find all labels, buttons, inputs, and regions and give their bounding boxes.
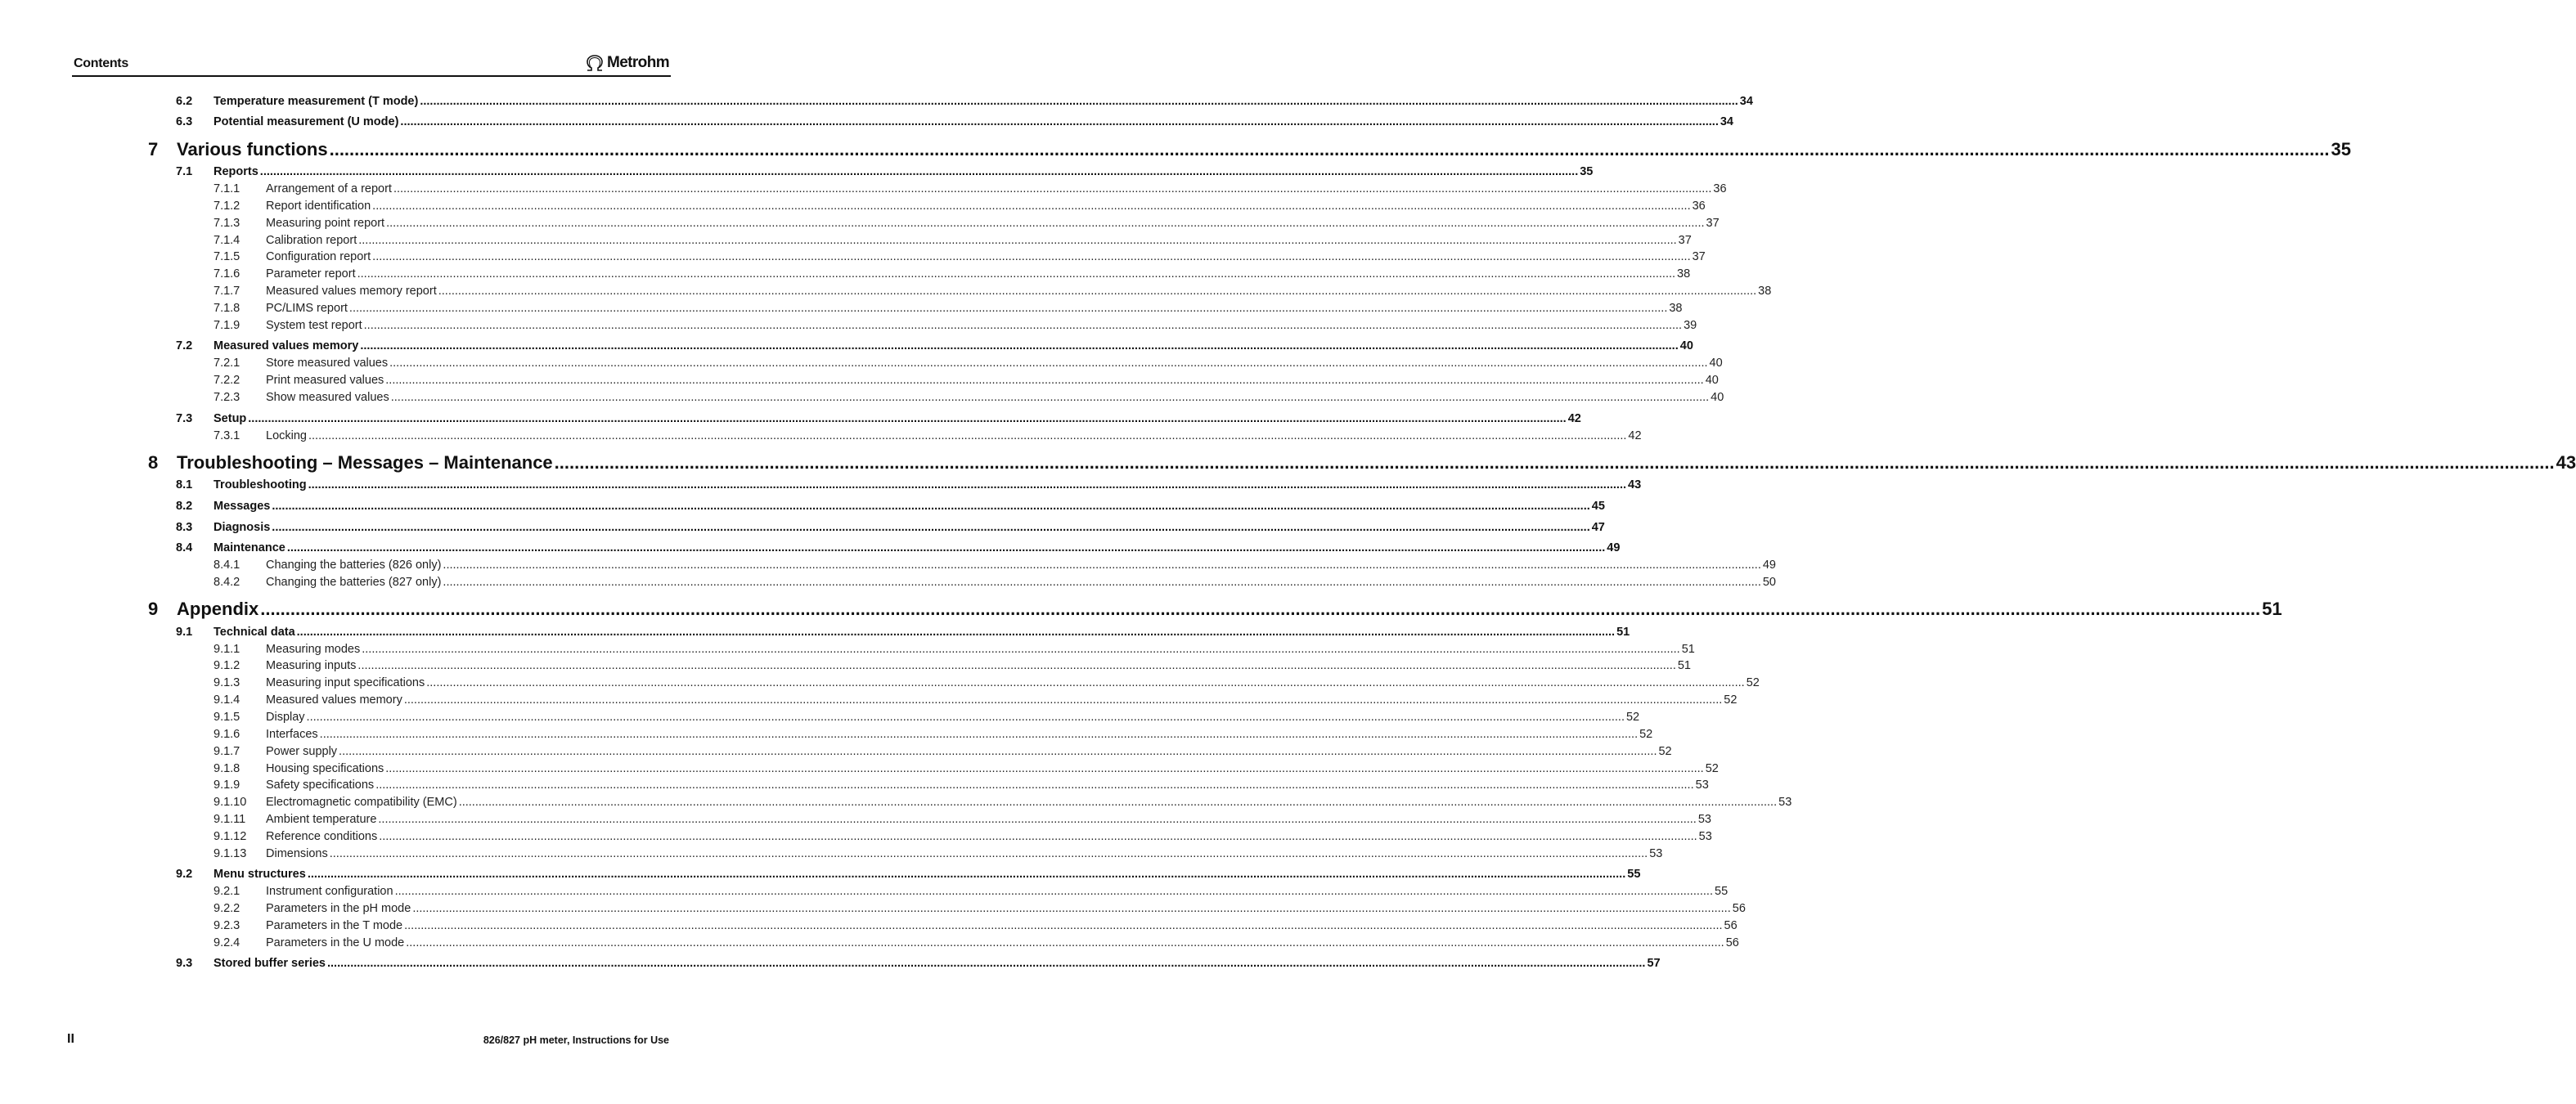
toc-entry-title: Arrangement of a report	[266, 182, 392, 195]
toc-dot-leader: ................................................................................................................................................................................................................................................................................................................................................................................................................	[308, 478, 1627, 491]
toc-entry-number: 7.2.1	[214, 357, 241, 370]
toc-dot-leader: ................................................................................................................................................................................................................................................................................................................................................................................................................	[394, 885, 1713, 898]
toc-dot-leader: ................................................................................................................................................................................................................................................................................................................................................................................................................	[306, 711, 1625, 724]
toc-entry-page: 47	[1591, 521, 1605, 534]
toc-entry-page: 37	[1678, 234, 1692, 247]
toc-dot-leader: ................................................................................................................................................................................................................................................................................................................................................................................................................	[272, 521, 1590, 534]
toc-entry-page: 43	[2556, 452, 2576, 473]
toc-entry-number: 9.1.5	[214, 711, 241, 724]
toc-entry-page: 49	[1762, 559, 1776, 572]
toc-entry-page: 51	[1677, 659, 1691, 672]
toc-entry-number: 9.1.1	[214, 643, 241, 656]
toc-entry-title: Safety specifications	[266, 779, 375, 792]
toc-entry-number: 6.3	[176, 115, 193, 128]
toc-entry-page: 52	[1705, 762, 1719, 775]
toc-entry[interactable]	[214, 796, 1792, 812]
toc-dot-leader: ................................................................................................................................................................................................................................................................................................................................................................................................................	[348, 302, 1668, 315]
toc-entry-title: Store measured values	[266, 357, 389, 370]
toc-dot-leader: ................................................................................................................................................................................................................................................................................................................................................................................................................	[412, 902, 1731, 915]
toc-dot-leader: ................................................................................................................................................................................................................................................................................................................................................................................................................	[400, 115, 1719, 128]
toc-entry-number: 7.1.1	[214, 182, 241, 195]
toc-entry-page: 53	[1697, 813, 1711, 826]
toc-entry-title: Print measured values	[266, 374, 384, 387]
toc-entry-title: Measuring point report	[266, 217, 385, 230]
toc-dot-leader: ................................................................................................................................................................................................................................................................................................................................................................................................................	[554, 452, 2555, 473]
toc-entry-number: 9.2.4	[214, 936, 241, 949]
toc-entry[interactable]	[214, 813, 1711, 829]
toc-dot-leader: ................................................................................................................................................................................................................................................................................................................................................................................................................	[378, 813, 1697, 826]
toc-entry-title: Parameters in the pH mode	[266, 902, 411, 915]
toc-entry-title: Various functions	[177, 139, 328, 159]
toc-entry-number: 7.3.1	[214, 429, 241, 442]
toc-entry[interactable]	[214, 374, 1719, 390]
toc-entry[interactable]	[176, 957, 1661, 973]
toc-entry[interactable]	[176, 412, 1581, 429]
toc-dot-leader: ................................................................................................................................................................................................................................................................................................................................................................................................................	[385, 762, 1704, 775]
toc-entry-title: Potential measurement (U mode)	[214, 115, 399, 128]
toc-entry-title: Power supply	[266, 745, 338, 758]
toc-entry-number: 7.3	[176, 412, 193, 425]
toc-entry-title: PC/LIMS report	[266, 302, 348, 315]
toc-entry-page: 57	[1647, 957, 1661, 970]
toc-entry-number: 9	[148, 599, 159, 619]
toc-entry-number: 8.1	[176, 478, 193, 491]
toc-entry-number: 9.1	[176, 626, 193, 639]
toc-entry[interactable]	[214, 391, 1724, 407]
toc-entry[interactable]	[176, 165, 1594, 182]
toc-entry[interactable]	[214, 711, 1640, 727]
toc-entry-title: Show measured values	[266, 391, 389, 404]
toc-dot-leader: ................................................................................................................................................................................................................................................................................................................................................................................................................	[272, 500, 1590, 513]
toc-entry[interactable]	[214, 429, 1642, 446]
toc-entry-page: 38	[1677, 267, 1691, 280]
toc-entry-page: 36	[1713, 182, 1727, 195]
metrohm-omega-logo-icon	[585, 54, 605, 72]
toc-entry[interactable]	[176, 115, 1733, 132]
toc-entry-title: Parameters in the T mode	[266, 919, 403, 932]
toc-entry-number: 9.1.3	[214, 676, 241, 689]
toc-entry-page: 40	[1679, 339, 1693, 352]
toc-entry-title: Dimensions	[266, 847, 328, 860]
header-title: Contents	[74, 56, 128, 70]
toc-dot-leader: ................................................................................................................................................................................................................................................................................................................................................................................................................	[389, 357, 1708, 370]
toc-entry-number: 9.2.1	[214, 885, 241, 898]
toc-entry-title: Troubleshooting	[214, 478, 307, 491]
toc-entry-number: 7.1.5	[214, 250, 241, 263]
toc-entry-title: Appendix	[177, 599, 259, 619]
toc-entry-number: 9.1.11	[214, 813, 246, 826]
toc-entry-number: 8.2	[176, 500, 193, 513]
toc-entry-number: 7.2	[176, 339, 193, 352]
toc-entry-page: 53	[1649, 847, 1663, 860]
toc-entry-title: Setup	[214, 412, 247, 425]
toc-entry-title: Configuration report	[266, 250, 371, 263]
toc-entry-page: 53	[1778, 796, 1792, 809]
toc-dot-leader: ................................................................................................................................................................................................................................................................................................................................................................................................................	[379, 830, 1697, 843]
toc-dot-leader: ................................................................................................................................................................................................................................................................................................................................................................................................................	[319, 728, 1639, 741]
toc-entry-title: Calibration report	[266, 234, 357, 247]
toc-entry[interactable]	[176, 626, 1630, 642]
toc-entry[interactable]	[214, 576, 1776, 592]
toc-chapter[interactable]	[148, 139, 2351, 164]
toc-dot-leader: ................................................................................................................................................................................................................................................................................................................................................................................................................	[327, 957, 1646, 970]
toc-entry-number: 8.4	[176, 541, 193, 554]
toc-entry-title: Measured values memory	[214, 339, 359, 352]
toc-dot-leader: ................................................................................................................................................................................................................................................................................................................................................................................................................	[385, 374, 1704, 387]
toc-entry[interactable]	[214, 693, 1738, 710]
toc-entry-number: 9.2.3	[214, 919, 241, 932]
toc-entry-title: Locking	[266, 429, 307, 442]
toc-entry-page: 56	[1732, 902, 1746, 915]
toc-entry-title: Electromagnetic compatibility (EMC)	[266, 796, 457, 809]
toc-dot-leader: ................................................................................................................................................................................................................................................................................................................................................................................................................	[375, 779, 1694, 792]
toc-entry-page: 53	[1695, 779, 1709, 792]
toc-entry-page: 52	[1658, 745, 1672, 758]
toc-entry-number: 7.1.7	[214, 285, 241, 298]
toc-dot-leader: ................................................................................................................................................................................................................................................................................................................................................................................................................	[443, 576, 1761, 589]
toc-dot-leader: ................................................................................................................................................................................................................................................................................................................................................................................................................	[339, 745, 1657, 758]
toc-dot-leader: ................................................................................................................................................................................................................................................................................................................................................................................................................	[393, 182, 1712, 195]
toc-entry-number: 7.1.2	[214, 200, 241, 213]
toc-entry-page: 50	[1762, 576, 1776, 589]
toc-entry-title: Changing the batteries (827 only)	[266, 576, 442, 589]
toc-entry-number: 7.1.8	[214, 302, 241, 315]
toc-dot-leader: ................................................................................................................................................................................................................................................................................................................................................................................................................	[357, 267, 1676, 280]
toc-entry[interactable]	[214, 234, 1692, 250]
toc-entry-title: Changing the batteries (826 only)	[266, 559, 442, 572]
toc-entry-number: 9.1.4	[214, 693, 241, 707]
toc-entry-page: 43	[1628, 478, 1642, 491]
toc-entry-title: Temperature measurement (T mode)	[214, 95, 419, 108]
toc-dot-leader: ................................................................................................................................................................................................................................................................................................................................................................................................................	[259, 165, 1579, 178]
toc-dot-leader: ................................................................................................................................................................................................................................................................................................................................................................................................................	[363, 319, 1683, 332]
toc-entry-number: 7.2.2	[214, 374, 241, 387]
brand-logo	[585, 54, 669, 72]
footer-document-title: 826/827 pH meter, Instructions for Use	[483, 1034, 669, 1046]
toc-dot-leader: ................................................................................................................................................................................................................................................................................................................................................................................................................	[458, 796, 1778, 809]
toc-entry-page: 38	[1669, 302, 1683, 315]
toc-dot-leader: ................................................................................................................................................................................................................................................................................................................................................................................................................	[406, 936, 1724, 949]
toc-entry-page: 52	[1625, 711, 1640, 724]
toc-entry-title: Stored buffer series	[214, 957, 326, 970]
toc-dot-leader: ................................................................................................................................................................................................................................................................................................................................................................................................................	[307, 868, 1626, 881]
toc-entry-title: Technical data	[214, 626, 295, 639]
toc-entry[interactable]	[176, 868, 1641, 884]
toc-entry-number: 8	[148, 452, 159, 473]
toc-dot-leader: ................................................................................................................................................................................................................................................................................................................................................................................................................	[438, 285, 1757, 298]
toc-dot-leader: ................................................................................................................................................................................................................................................................................................................................................................................................................	[420, 95, 1738, 108]
toc-entry[interactable]	[214, 762, 1719, 779]
toc-entry-number: 7.1	[176, 165, 193, 178]
toc-entry-title: Maintenance	[214, 541, 285, 554]
toc-entry[interactable]	[176, 521, 1605, 537]
toc-entry[interactable]	[176, 478, 1642, 495]
toc-dot-leader: ................................................................................................................................................................................................................................................................................................................................................................................................................	[357, 659, 1676, 672]
toc-entry[interactable]	[214, 302, 1683, 318]
toc-entry[interactable]	[214, 319, 1697, 335]
toc-entry[interactable]	[214, 217, 1720, 233]
toc-entry-number: 9.1.6	[214, 728, 241, 741]
toc-entry[interactable]	[176, 95, 1753, 111]
toc-entry[interactable]	[214, 357, 1723, 373]
toc-entry[interactable]	[214, 779, 1709, 795]
toc-entry-page: 56	[1724, 919, 1738, 932]
page-header	[72, 54, 671, 77]
toc-entry-number: 7.1.9	[214, 319, 241, 332]
toc-entry-page: 52	[1639, 728, 1653, 741]
toc-entry-page: 34	[1739, 95, 1753, 108]
toc-entry[interactable]	[214, 559, 1776, 575]
toc-entry-title: Reference conditions	[266, 830, 378, 843]
toc-entry-title: Reports	[214, 165, 258, 178]
toc-entry-title: Ambient temperature	[266, 813, 377, 826]
toc-entry[interactable]	[214, 643, 1695, 659]
toc-entry-number: 7.1.6	[214, 267, 241, 280]
toc-entry-title: Display	[266, 711, 305, 724]
toc-entry-number: 9.1.9	[214, 779, 241, 792]
toc-entry-number: 9.1.7	[214, 745, 241, 758]
toc-entry-number: 9.1.10	[214, 796, 247, 809]
toc-entry-title: Interfaces	[266, 728, 318, 741]
toc-entry-page: 35	[2331, 139, 2351, 159]
toc-entry-page: 38	[1758, 285, 1772, 298]
toc-entry-page: 55	[1715, 885, 1729, 898]
toc-entry[interactable]	[214, 200, 1706, 216]
toc-dot-leader: ................................................................................................................................................................................................................................................................................................................................................................................................................	[426, 676, 1745, 689]
toc-entry-number: 9.1.8	[214, 762, 241, 775]
toc-dot-leader: ................................................................................................................................................................................................................................................................................................................................................................................................................	[362, 643, 1680, 656]
toc-chapter[interactable]	[148, 599, 2282, 623]
toc-dot-leader: ................................................................................................................................................................................................................................................................................................................................................................................................................	[329, 139, 2330, 159]
toc-entry-number: 9.1.12	[214, 830, 247, 843]
toc-entry[interactable]	[214, 728, 1653, 744]
toc-dot-leader: ................................................................................................................................................................................................................................................................................................................................................................................................................	[390, 391, 1710, 404]
toc-dot-leader: ................................................................................................................................................................................................................................................................................................................................................................................................................	[329, 847, 1648, 860]
toc-entry-page: 42	[1567, 412, 1581, 425]
toc-entry-page: 39	[1684, 319, 1697, 332]
toc-dot-leader: ................................................................................................................................................................................................................................................................................................................................................................................................................	[403, 693, 1723, 707]
toc-entry-page: 36	[1692, 200, 1706, 213]
toc-dot-leader: ................................................................................................................................................................................................................................................................................................................................................................................................................	[360, 339, 1679, 352]
toc-entry-page: 40	[1711, 391, 1724, 404]
toc-entry[interactable]	[214, 182, 1727, 199]
toc-entry-title: Measured values memory report	[266, 285, 437, 298]
footer-page-label: II	[67, 1032, 74, 1046]
toc-entry[interactable]	[214, 936, 1739, 953]
toc-entry-title: Parameters in the U mode	[266, 936, 405, 949]
toc-entry-page: 49	[1607, 541, 1621, 554]
toc-dot-leader: ................................................................................................................................................................................................................................................................................................................................................................................................................	[296, 626, 1616, 639]
toc-entry-title: System test report	[266, 319, 362, 332]
toc-dot-leader: ................................................................................................................................................................................................................................................................................................................................................................................................................	[372, 250, 1691, 263]
toc-entry-number: 9.3	[176, 957, 193, 970]
toc-entry-page: 45	[1591, 500, 1605, 513]
toc-entry-page: 55	[1627, 868, 1641, 881]
toc-entry-page: 51	[2262, 599, 2282, 619]
toc-entry-number: 9.2.2	[214, 902, 241, 915]
toc-entry-number: 7.1.3	[214, 217, 241, 230]
toc-entry-title: Measuring input specifications	[266, 676, 425, 689]
toc-dot-leader: ................................................................................................................................................................................................................................................................................................................................................................................................................	[260, 599, 2261, 619]
toc-entry-number: 9.2	[176, 868, 193, 881]
toc-entry[interactable]	[214, 676, 1760, 693]
toc-entry-title: Messages	[214, 500, 271, 513]
toc-entry-number: 9.1.2	[214, 659, 241, 672]
toc-entry[interactable]	[214, 885, 1729, 901]
toc-entry[interactable]	[214, 847, 1663, 864]
toc-entry-number: 8.3	[176, 521, 193, 534]
brand-name: Metrohm	[606, 54, 669, 71]
toc-entry[interactable]	[214, 902, 1746, 918]
toc-entry[interactable]	[214, 267, 1691, 284]
toc-entry-page: 51	[1616, 626, 1630, 639]
toc-entry-title: Instrument configuration	[266, 885, 393, 898]
toc-entry-page: 34	[1720, 115, 1733, 128]
toc-entry-page: 52	[1746, 676, 1760, 689]
toc-entry-title: Diagnosis	[214, 521, 271, 534]
toc-entry-page: 40	[1705, 374, 1719, 387]
toc-dot-leader: ................................................................................................................................................................................................................................................................................................................................................................................................................	[404, 919, 1723, 932]
toc-entry-page: 35	[1580, 165, 1594, 178]
toc-dot-leader: ................................................................................................................................................................................................................................................................................................................................................................................................................	[358, 234, 1677, 247]
toc-entry-number: 8.4.1	[214, 559, 241, 572]
toc-entry-title: Menu structures	[214, 868, 306, 881]
toc-dot-leader: ................................................................................................................................................................................................................................................................................................................................................................................................................	[386, 217, 1705, 230]
toc-entry-page: 42	[1628, 429, 1642, 442]
toc-dot-leader: ................................................................................................................................................................................................................................................................................................................................................................................................................	[308, 429, 1627, 442]
toc-entry-page: 37	[1706, 217, 1720, 230]
toc-entry-title: Measuring inputs	[266, 659, 357, 672]
toc-entry-title: Housing specifications	[266, 762, 384, 775]
toc-entry-page: 53	[1698, 830, 1712, 843]
toc-entry[interactable]	[214, 285, 1772, 301]
toc-entry-page: 56	[1725, 936, 1739, 949]
toc-entry[interactable]	[214, 830, 1712, 846]
toc-dot-leader: ................................................................................................................................................................................................................................................................................................................................................................................................................	[248, 412, 1567, 425]
toc-entry-number: 7.2.3	[214, 391, 241, 404]
toc-entry-title: Measured values memory	[266, 693, 402, 707]
toc-entry[interactable]	[176, 339, 1693, 356]
toc-entry-page: 37	[1692, 250, 1706, 263]
toc-entry-page: 52	[1724, 693, 1738, 707]
toc-dot-leader: ................................................................................................................................................................................................................................................................................................................................................................................................................	[286, 541, 1606, 554]
toc-entry[interactable]	[214, 919, 1738, 936]
toc-entry-number: 7	[148, 139, 159, 159]
toc-entry-number: 8.4.2	[214, 576, 241, 589]
toc-entry-title: Report identification	[266, 200, 371, 213]
toc-entry-number: 9.1.13	[214, 847, 247, 860]
toc-dot-leader: ................................................................................................................................................................................................................................................................................................................................................................................................................	[372, 200, 1691, 213]
toc-entry-number: 6.2	[176, 95, 193, 108]
toc-entry[interactable]	[214, 745, 1672, 761]
toc-entry[interactable]	[176, 541, 1621, 558]
toc-chapter[interactable]	[148, 452, 2576, 477]
toc-entry-page: 51	[1681, 643, 1695, 656]
toc-entry[interactable]	[214, 250, 1706, 267]
toc-entry-title: Measuring modes	[266, 643, 361, 656]
toc-entry-title: Parameter report	[266, 267, 356, 280]
toc-entry-number: 7.1.4	[214, 234, 241, 247]
toc-entry-title: Troubleshooting – Messages – Maintenance	[177, 452, 553, 473]
toc-dot-leader: ................................................................................................................................................................................................................................................................................................................................................................................................................	[443, 559, 1761, 572]
toc-entry[interactable]	[214, 659, 1691, 675]
toc-entry[interactable]	[176, 500, 1605, 516]
toc-entry-page: 40	[1709, 357, 1723, 370]
